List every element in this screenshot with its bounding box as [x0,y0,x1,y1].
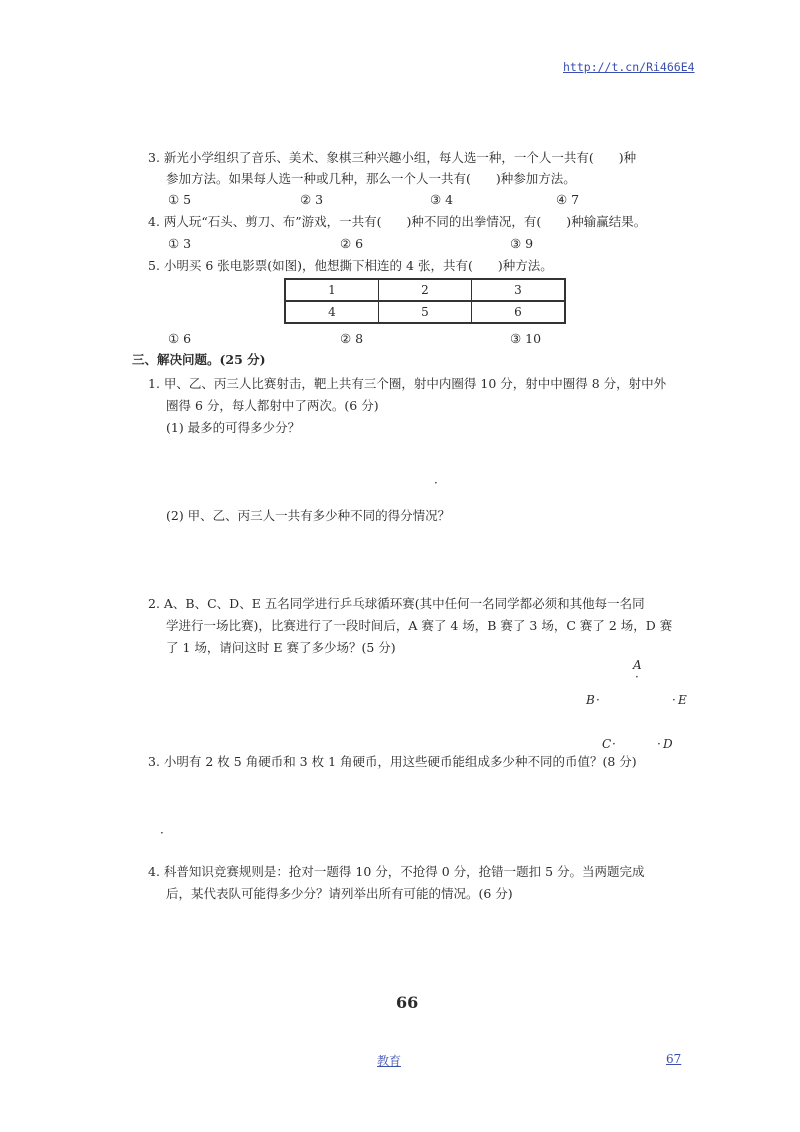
point-b-label: B [586,693,595,707]
section3-title: 三、解决问题。(25 分) [132,352,266,367]
point-d-label: D [663,737,673,751]
point-e-dot: · [672,693,676,707]
q4-option-2: ② 6 [340,236,364,251]
movie-ticket-grid [284,278,566,324]
q5-option-3: ③ 10 [510,331,542,346]
q5-option-2: ② 8 [340,331,364,346]
p4-line1: 4. 科普知识竞赛规则是：抢对一题得 10 分，不抢得 0 分，抢错一题扣 5 分。当两题完成 [148,864,645,879]
scan-speck: · [434,476,438,490]
q5-option-1: ① 6 [168,331,192,346]
q3-option-4: ④ 7 [556,192,580,207]
ticket-row [285,279,565,301]
ticket-cell: 4 [285,301,379,323]
q3-option-2: ② 3 [300,192,324,207]
ticket-cell: 2 [379,279,472,301]
ticket-cell: 5 [379,301,472,323]
q3-line1: 3. 新光小学组织了音乐、美术、象棋三种兴趣小组，每人选一种，一个人一共有( )种 [148,150,637,165]
q3-option-3: ③ 4 [430,192,454,207]
footer-link[interactable]: 教育 [377,1054,402,1068]
p2-line3: 了 1 场，请问这时 E 赛了多少场？(5 分) [166,640,396,655]
header-link[interactable]: http://t.cn/Ri466E4 [563,60,695,74]
point-e-label: E [678,693,687,707]
point-d-dot: · [657,737,661,751]
p2-line2: 学进行一场比赛)，比赛进行了一段时间后，A 赛了 4 场，B 赛了 3 场，C 赛了 2 场，D 赛 [166,618,673,633]
p1-line2: 圈得 6 分，每人都射中了两次。(6 分) [166,398,379,413]
ticket-row [285,301,565,323]
p4-line2: 后，某代表队可能得多少分？请列举出所有可能的情况。(6 分) [166,886,513,901]
corner-page-number: 67 [666,1052,682,1066]
p1-sub2: (2) 甲、乙、丙三人一共有多少种不同的得分情况？ [166,508,451,523]
point-a-dot: · [635,670,639,684]
scan-speck: · [160,826,164,840]
q5-line1: 5. 小明买 6 张电影票(如图)，他想撕下相连的 4 张，共有( )种方法。 [148,258,553,273]
q4-option-1: ① 3 [168,236,192,251]
ticket-cell: 1 [285,279,379,301]
point-b-dot: · [596,693,600,707]
q4-option-3: ③ 9 [510,236,534,251]
q3-line2: 参加方法。如果每人选一种或几种，那么一个人一共有( )种参加方法。 [166,171,576,186]
p3-line1: 3. 小明有 2 枚 5 角硬币和 3 枚 1 角硬币，用这些硬币能组成多少种不同的币值？(8 分) [148,754,637,769]
p1-line1: 1. 甲、乙、丙三人比赛射击，靶上共有三个圈，射中内圈得 10 分，射中中圈得 8 分，射中外 [148,376,667,391]
ticket-cell: 6 [472,301,566,323]
point-a-label: A [633,658,642,672]
q3-option-1: ① 5 [168,192,192,207]
p2-line1: 2. A、B、C、D、E 五名同学进行乒乓球循环赛(其中任何一名同学都必须和其他每一名同 [148,596,645,611]
p1-sub1: (1) 最多的可得多少分？ [166,420,301,435]
page-number: 66 [396,993,419,1012]
point-c-dot: · [612,737,616,751]
q4-line1: 4. 两人玩“石头、剪刀、布”游戏，一共有( )种不同的出拳情况，有( )种输赢结果。 [148,214,647,229]
ticket-cell: 3 [472,279,566,301]
point-c-label: C [602,737,612,751]
